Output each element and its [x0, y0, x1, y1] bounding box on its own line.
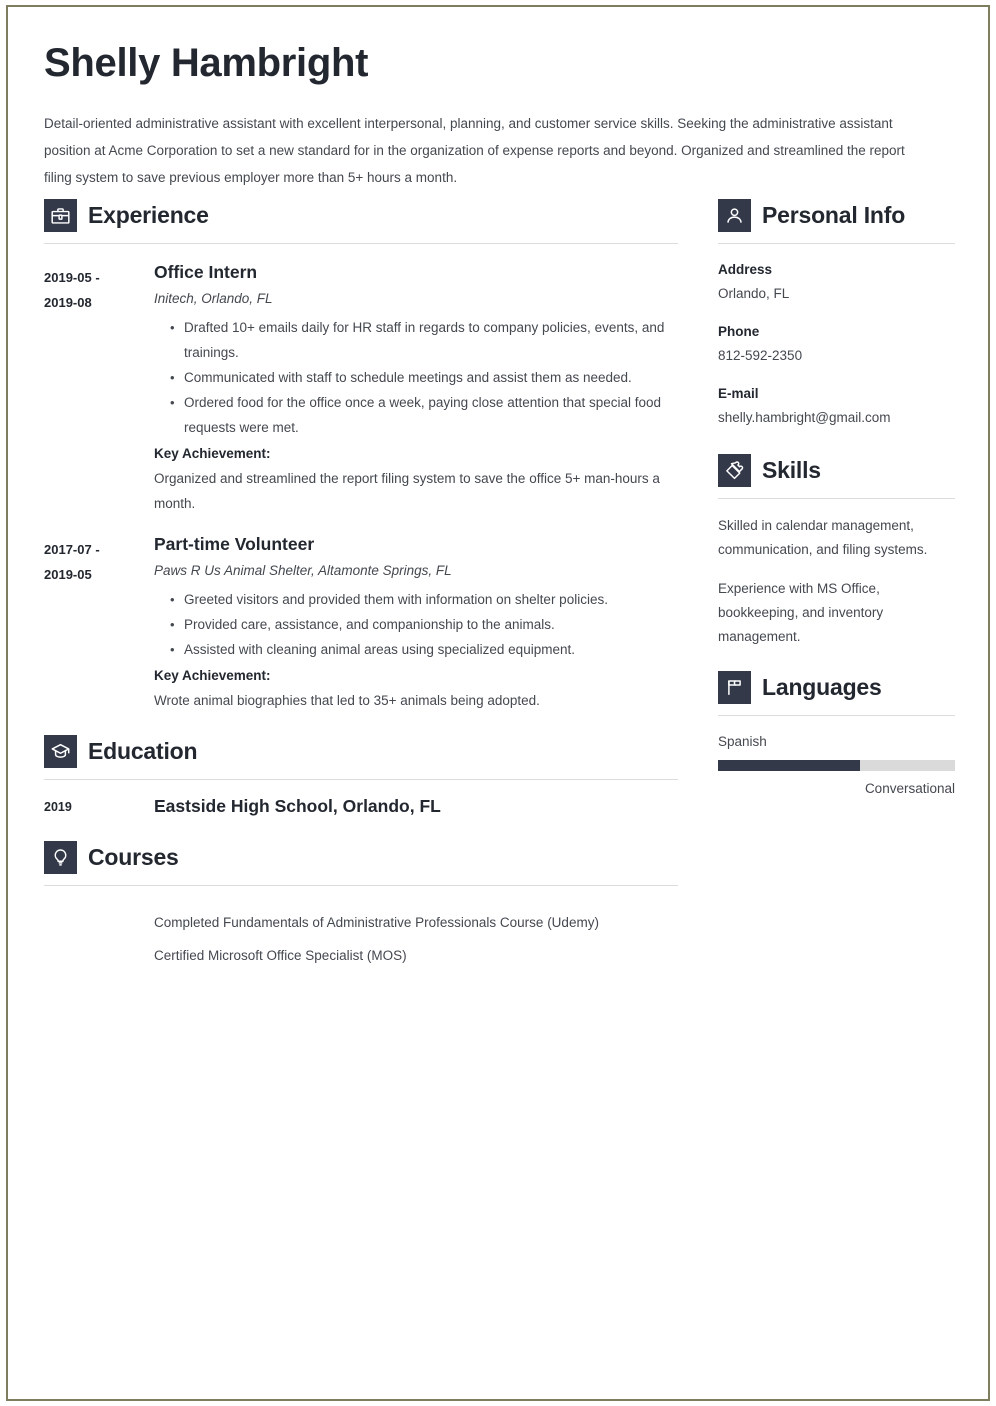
personal-info-divider [718, 243, 955, 244]
lightbulb-icon [44, 841, 77, 874]
skills-paragraph: Experience with MS Office, bookkeeping, and inventory management. [718, 581, 884, 644]
experience-heading [44, 199, 678, 232]
info-field [718, 320, 955, 368]
skills-title: Skills [762, 457, 821, 483]
courses-divider [44, 885, 678, 886]
education-title: Education [88, 738, 198, 765]
info-label: Phone [718, 324, 760, 339]
list-item: • Greeted visitors and provided them with information on shelter policies. [170, 587, 678, 612]
language-level-label: Conversational [864, 781, 955, 796]
personal-info-title: Personal Info [762, 202, 906, 228]
info-value: Orlando, FL [718, 286, 790, 301]
date-to: 2019-08 [44, 295, 92, 310]
list-item: • Communicated with staff to schedule meetings and assist them as needed. [170, 365, 678, 390]
info-label: Address [718, 262, 773, 277]
experience-entry-dates [44, 262, 154, 516]
education-heading [44, 735, 678, 768]
job-employer: Paws R Us Animal Shelter, Altamonte Springs, FL [154, 563, 452, 578]
languages-title: Languages [762, 674, 882, 700]
list-item: • Drafted 10+ emails daily for HR staff in regards to company policies, events, and trainings. [170, 315, 678, 365]
date-from: 2019-05 - [44, 270, 100, 285]
experience-section [44, 199, 678, 713]
courses-heading [44, 841, 678, 874]
experience-title: Experience [88, 202, 209, 228]
main-column [44, 199, 678, 972]
list-item: • Provided care, assistance, and companionship to the animals. [170, 612, 678, 637]
languages-section [718, 671, 955, 799]
list-item: • Ordered food for the office once a week, paying close attention that special food requests were met. [170, 390, 678, 440]
flag-icon [718, 671, 751, 704]
personal-info-heading [718, 199, 955, 232]
info-label: E-mail [718, 386, 759, 401]
date-to: 2019-05 [44, 567, 92, 583]
list-item [44, 939, 678, 972]
key-achievement-text: Wrote animal biographies that led to 35+ animals being adopted. [154, 693, 540, 709]
education-divider [44, 779, 678, 780]
info-value: shelly.hambright@gmail.com [718, 410, 891, 425]
key-achievement-label: Key Achievement: [154, 668, 271, 684]
courses-list [44, 906, 678, 972]
graduation-cap-icon [44, 735, 77, 768]
info-field [718, 382, 955, 430]
experience-entry-body [154, 534, 678, 713]
language-name: Spanish [718, 734, 767, 749]
list-item [44, 906, 678, 939]
summary-paragraph: Detail-oriented administrative assistant with excellent interpersonal, planning, and customer service skills. Seeking the administrative assistant position at Acme Corporation to set a new standard for in the organization of expense reports and beyond. Organized and streamlined the report filing system to save previous employer more than 5+ hours a month. [44, 116, 905, 185]
education-entry-body [154, 796, 678, 817]
puzzle-piece-icon [718, 454, 751, 487]
job-title: Part-time Volunteer [154, 534, 315, 555]
experience-divider [44, 243, 678, 244]
experience-entry [44, 534, 678, 713]
experience-entry-body [154, 262, 678, 516]
job-title: Office Intern [154, 262, 258, 282]
job-employer: Initech, Orlando, FL [154, 290, 273, 306]
skills-section [718, 454, 955, 649]
language-item [718, 730, 955, 799]
job-bullets [154, 587, 678, 662]
resume-page [6, 5, 990, 1401]
courses-gutter [44, 939, 154, 972]
language-level-bar [718, 760, 955, 771]
skills-divider [718, 498, 955, 499]
sidebar [718, 199, 955, 799]
experience-entry [44, 262, 678, 516]
education-entry [44, 796, 678, 817]
skills-paragraph: Skilled in calendar management, communication, and filing systems. [718, 518, 928, 557]
languages-heading [718, 671, 955, 704]
course-text: Certified Microsoft Office Specialist (MOS) [154, 948, 407, 964]
course-text: Completed Fundamentals of Administrative Professionals Course (Udemy) [154, 915, 599, 931]
courses-gutter [44, 906, 154, 939]
languages-divider [718, 715, 955, 716]
person-icon [718, 199, 751, 232]
info-value: 812-592-2350 [718, 348, 803, 363]
personal-info-section [718, 199, 955, 430]
list-item: • Assisted with cleaning animal areas using specialized equipment. [170, 637, 678, 662]
briefcase-icon [44, 199, 77, 232]
key-achievement-label: Key Achievement: [154, 446, 271, 462]
courses-section [44, 841, 678, 972]
skills-heading [718, 454, 955, 487]
date-from: 2017-07 - [44, 542, 100, 558]
key-achievement-text: Organized and streamlined the report filing system to save the office 5+ man-hours a month. [154, 471, 660, 512]
education-section [44, 735, 678, 817]
courses-title: Courses [88, 844, 179, 871]
info-field [718, 258, 955, 306]
language-level-bar-fill [718, 760, 860, 771]
education-school: Eastside High School, Orlando, FL [154, 796, 441, 817]
page-title: Shelly Hambright [44, 41, 369, 85]
job-bullets [154, 315, 678, 440]
experience-entry-dates [44, 534, 154, 713]
education-year: 2019 [44, 800, 72, 815]
